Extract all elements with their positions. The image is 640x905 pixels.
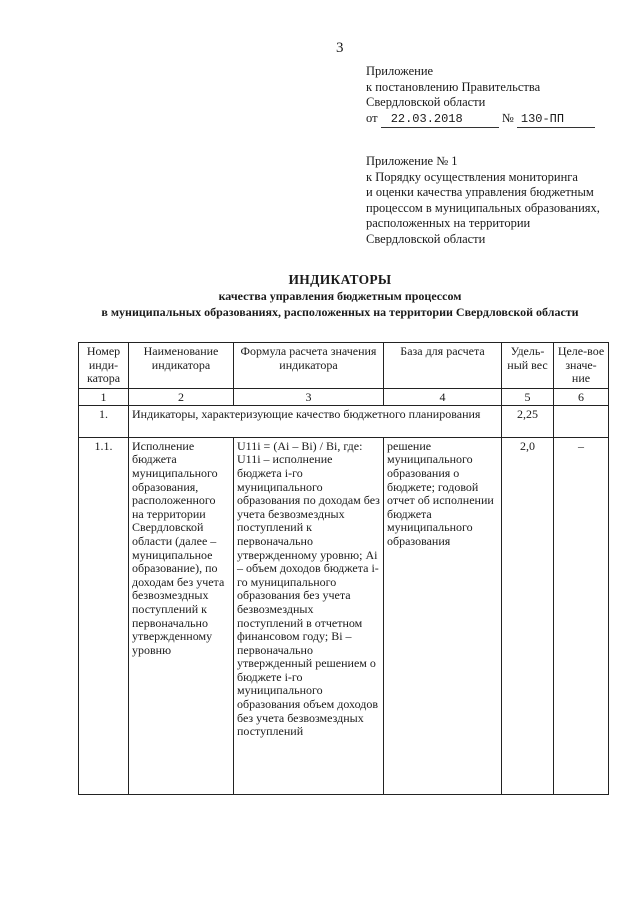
row-base: решение муниципального образования о бюджете; годовой отчет об исполнении бюджета муниципального образования [384, 437, 502, 794]
header-weight: Удель-ный вес [502, 343, 554, 389]
row-name: Исполнение бюджета муниципального образования, расположенного на территории Свердловской области (далее – муниципальное образование), по доходам без учета безвозмездных поступлений к первоначально утвержденному уровню [129, 437, 234, 794]
column-number: 6 [554, 388, 609, 405]
header-number: Номер инди-катора [79, 343, 129, 389]
approval-line: Свердловской области [366, 95, 486, 110]
title-main: ИНДИКАТОРЫ [288, 272, 392, 287]
column-number: 3 [234, 388, 384, 405]
indicators-table [78, 342, 609, 795]
row-group-name: Индикаторы, характеризующие качество бюджетного планирования [129, 405, 502, 437]
column-number-row [79, 388, 609, 405]
table-row [79, 405, 609, 437]
column-number: 1 [79, 388, 129, 405]
approval-stamp [366, 64, 595, 128]
row-formula: U11i = (Ai – Bi) / Bi, где: U11i – исполнение бюджета i-го муниципального образования по доходам без учета безвозмездных поступлений к первоначально утвержденному уровню; Ai – объем доходов бюджета i-го муниципального образования без учета безвозмездных поступлений в отчетном финансовом году; Bi – первоначально утвержденный решением о бюджете i-го муниципального образования объем доходов без учета безвозмездных поступлений [234, 437, 384, 794]
header-formula: Формула расчета значения индикатора [234, 343, 384, 389]
approval-date-number-line [366, 111, 595, 129]
column-number: 5 [502, 388, 554, 405]
approval-line: Приложение [366, 64, 434, 78]
column-number: 4 [384, 388, 502, 405]
appendix-line: процессом в муниципальных образованиях, [366, 200, 600, 215]
row-target [554, 405, 609, 437]
table-row [79, 437, 609, 794]
number-label: № [501, 110, 514, 125]
appendix-line: к Порядку осуществления мониторинга [366, 169, 578, 184]
appendix-line: Свердловской области [366, 231, 486, 246]
column-number: 2 [129, 388, 234, 405]
appendix-heading [366, 154, 600, 248]
row-target: – [554, 437, 609, 794]
approval-date: 22.03.2018 [381, 112, 499, 129]
row-weight: 2,0 [502, 437, 554, 794]
title-subtitle: качества управления бюджетным процессом [218, 289, 462, 303]
appendix-line: расположенных на территории [366, 216, 531, 231]
row-weight: 2,25 [502, 405, 554, 437]
header-name: Наименование индикатора [129, 343, 234, 389]
header-base: База для расчета [384, 343, 502, 389]
from-label: от [366, 110, 378, 125]
approval-number: 130-ПП [517, 112, 595, 129]
document-title [40, 272, 640, 320]
title-subtitle: в муниципальных образованиях, расположенных на территории Свердловской области [101, 305, 579, 319]
appendix-line: и оценки качества управления бюджетным [366, 185, 594, 200]
page-number: 3 [336, 40, 344, 56]
row-number: 1. [79, 405, 129, 437]
row-number: 1.1. [79, 437, 129, 794]
header-target: Целе-вое значе-ние [554, 343, 609, 389]
table-header-row [79, 343, 609, 389]
approval-line: к постановлению Правительства [366, 79, 541, 94]
appendix-line: Приложение № 1 [366, 154, 458, 168]
